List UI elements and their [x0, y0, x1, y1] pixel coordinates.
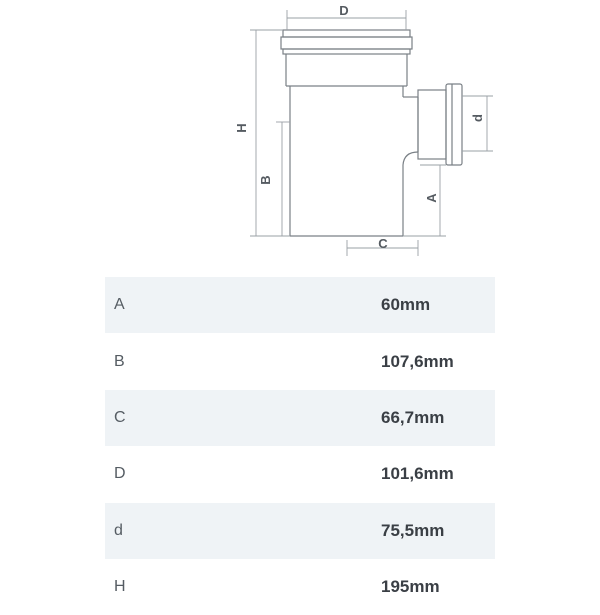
table-row-C — [105, 390, 495, 446]
row-value: 107,6mm — [381, 351, 454, 371]
table-row-D — [105, 446, 495, 502]
dimension-lines — [250, 10, 493, 256]
row-label: H — [114, 578, 126, 596]
row-label: B — [114, 352, 125, 370]
dimension-table — [105, 277, 495, 615]
table-row-H — [105, 559, 495, 615]
table-row-d — [105, 503, 495, 559]
tee-fitting-outline — [281, 30, 462, 236]
dim-label-A: A — [424, 193, 439, 203]
pipe-tee-diagram — [0, 0, 600, 270]
dim-label-d: d — [470, 114, 485, 122]
dim-label-D: D — [339, 3, 349, 18]
table-row-B — [105, 333, 495, 389]
row-label: A — [114, 296, 125, 314]
row-value: 60mm — [381, 295, 431, 315]
dim-label-H: H — [234, 123, 249, 133]
row-value: 66,7mm — [381, 407, 445, 427]
row-value: 75,5mm — [381, 520, 445, 540]
row-label: D — [114, 465, 126, 483]
row-value: 101,6mm — [381, 464, 454, 484]
dim-label-C: C — [378, 236, 388, 251]
dim-label-B: B — [258, 175, 273, 185]
table-row-A — [105, 277, 495, 333]
row-label: d — [114, 521, 123, 539]
row-value: 195mm — [381, 577, 440, 597]
row-label: C — [114, 408, 126, 426]
